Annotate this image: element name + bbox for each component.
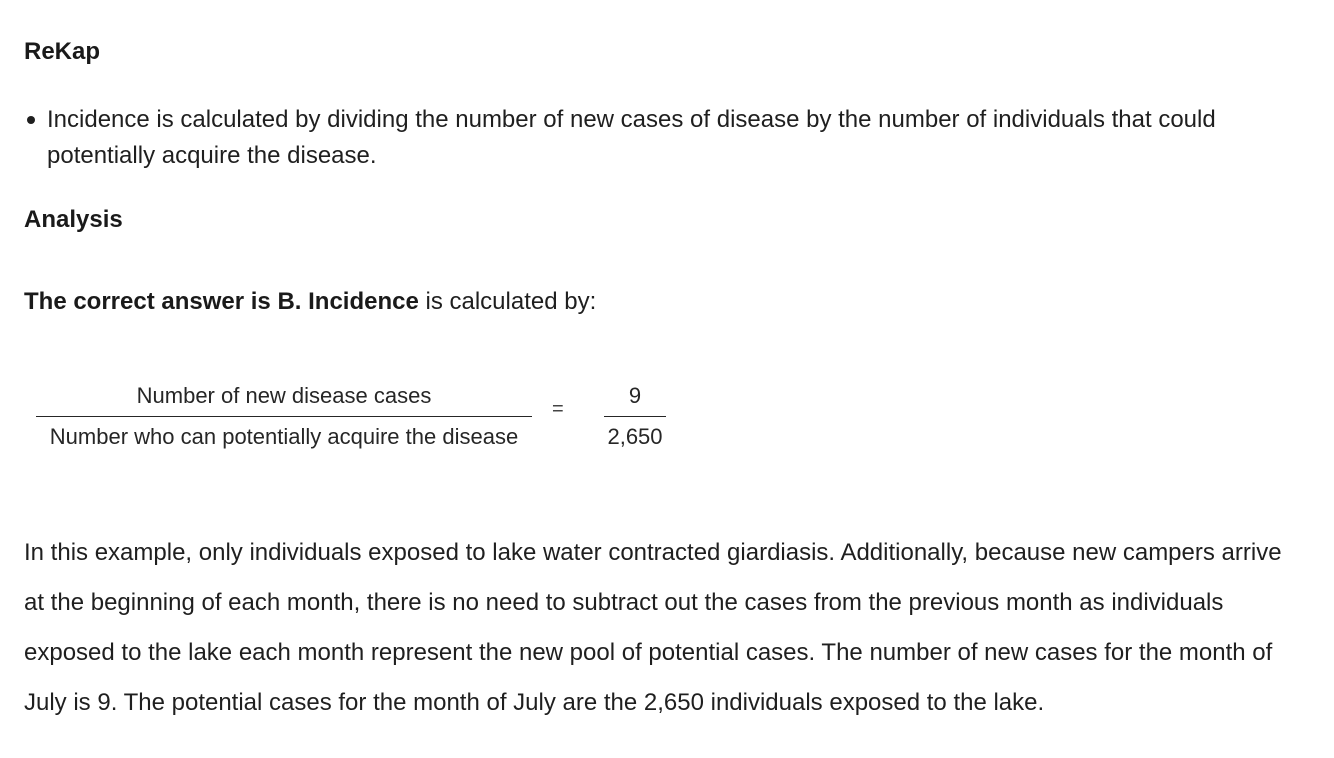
analysis-heading: Analysis <box>24 206 123 233</box>
rekap-bullet-list <box>24 102 1294 174</box>
answer-rest-text: is calculated by: <box>418 288 597 315</box>
formula-equals-sign: = <box>552 398 564 420</box>
formula-left-denominator: Number who can potentially acquire the disease <box>49 424 519 449</box>
formula-right-fraction <box>604 380 666 453</box>
answer-bold-text: The correct answer is B. Incidence <box>24 288 419 315</box>
rekap-heading: ReKap <box>24 38 101 65</box>
fraction-bar <box>36 416 532 417</box>
bullet-icon <box>27 116 35 124</box>
fraction-bar <box>604 416 666 417</box>
list-item <box>24 102 1294 174</box>
formula-right-denominator: 2,650 <box>607 424 663 449</box>
bullet-text: Incidence is calculated by dividing the number of new cases of disease by the number of individuals that could potentially acquire the disease. <box>47 106 1216 169</box>
explanation-paragraph: In this example, only individuals exposed to lake water contracted giardiasis. Additionally, because new campers arrive at the beginning of each month, there is no need to subtract out the cases from the previous month as individuals exposed to the lake each month represent the new pool of potential cases. The number of new cases for the month of July is 9. The potential cases for the month of July are the 2,650 individuals exposed to the lake. <box>24 539 1282 716</box>
formula-right-numerator: 9 <box>628 383 642 408</box>
formula-left-fraction <box>36 380 532 453</box>
incidence-formula <box>36 380 736 470</box>
formula-left-numerator: Number of new disease cases <box>136 383 432 408</box>
answer-statement <box>24 286 596 318</box>
